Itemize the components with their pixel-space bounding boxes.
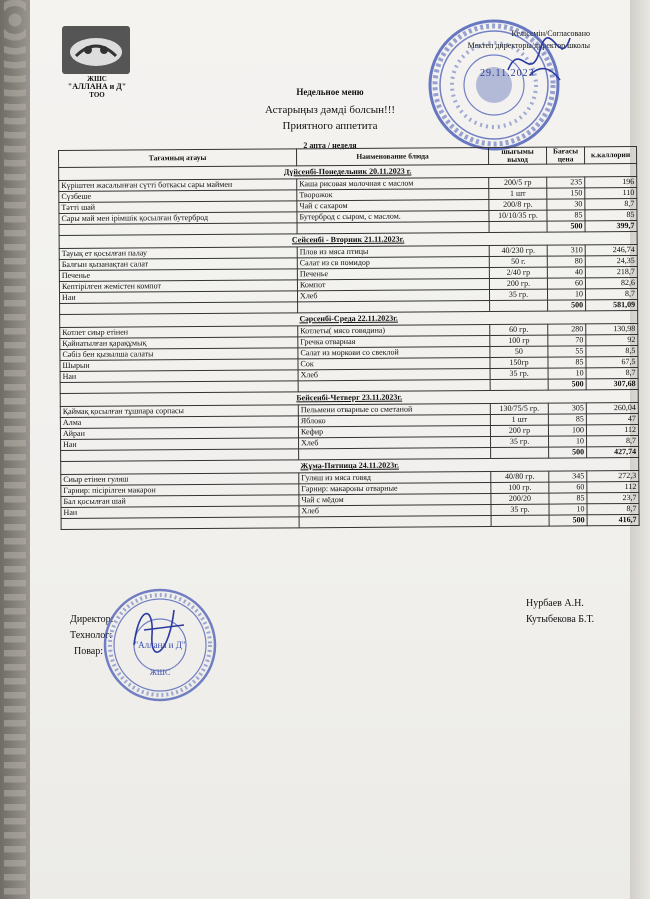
dish-output: 2/40 гр bbox=[489, 267, 547, 278]
dish-kcal: 8,7 bbox=[585, 288, 637, 299]
greeting-ru: Приятного аппетита bbox=[282, 120, 378, 132]
dish-price: 60 bbox=[549, 482, 587, 493]
dish-name-kz: Қайнатылған қарақұмық bbox=[60, 337, 298, 350]
dish-name-kz: Бал қосылған шай bbox=[61, 495, 299, 508]
dish-price: 100 bbox=[548, 425, 586, 436]
day-title: Сейсенбі - Вторник 21.11.2023г. bbox=[59, 231, 637, 248]
approval-line1: Келісемін/Согласовано bbox=[511, 29, 590, 38]
dish-kcal: 272,3 bbox=[587, 470, 639, 481]
dish-kcal: 92 bbox=[586, 334, 638, 345]
total-empty bbox=[489, 221, 547, 232]
dish-name-kz: Сүзбеше bbox=[59, 190, 297, 203]
dish-name-kz: Сәбіз бен қызылша салаты bbox=[60, 348, 298, 361]
col-name-ru: Наименование блюда bbox=[296, 147, 488, 165]
total-kcal: 581,09 bbox=[586, 299, 638, 310]
dish-price: 85 bbox=[548, 414, 586, 425]
dish-name-ru: Чай с сахаром bbox=[297, 199, 489, 211]
dish-name-ru: Салат из св помидор bbox=[297, 256, 489, 268]
dish-name-kz: Нан bbox=[61, 438, 299, 451]
total-price: 500 bbox=[549, 447, 587, 458]
total-kcal: 307,68 bbox=[586, 378, 638, 389]
dish-name-kz: Тәтті шай bbox=[59, 201, 297, 214]
dish-price: 40 bbox=[547, 267, 585, 278]
dish-kcal: 8,7 bbox=[586, 367, 638, 378]
dish-price: 70 bbox=[548, 335, 586, 346]
total-empty bbox=[490, 379, 548, 390]
dish-name-ru: Гречка отварная bbox=[298, 335, 490, 347]
dish-name-kz: Алма bbox=[60, 416, 298, 429]
dish-name-ru: Каша рисовая молочная с маслом bbox=[297, 177, 489, 189]
dish-name-kz: Сиыр етінен гуляш bbox=[61, 473, 299, 486]
dish-name-ru: Салат из моркови со свеклой bbox=[298, 346, 490, 358]
dish-output: 100 гр. bbox=[491, 482, 549, 493]
dish-output: 35 гр. bbox=[491, 504, 549, 515]
dish-price: 60 bbox=[547, 278, 585, 289]
dish-output: 200/20 bbox=[491, 493, 549, 504]
dish-kcal: 196 bbox=[585, 176, 637, 187]
dish-price: 10 bbox=[547, 289, 585, 300]
dish-name-ru: Хлеб bbox=[297, 289, 489, 301]
dish-kcal: 260,04 bbox=[586, 402, 638, 413]
dish-name-ru: Гуляш из мяса говяд bbox=[299, 471, 491, 483]
dish-price: 85 bbox=[548, 357, 586, 368]
dish-name-ru: Бутерброд с сыром, с маслом. bbox=[297, 210, 489, 222]
col-output: шығымы выход bbox=[488, 147, 546, 164]
dish-output: 150гр bbox=[490, 357, 548, 368]
dish-name-kz: Балғын қызанақтан салат bbox=[59, 258, 297, 271]
dish-name-ru: Чай с мёдом bbox=[299, 493, 491, 505]
dish-name-kz: Котлет сиыр етінен bbox=[60, 326, 298, 339]
dish-output: 35 гр. bbox=[489, 289, 547, 300]
dish-name-ru: Компот bbox=[297, 278, 489, 290]
lace-tablecloth bbox=[0, 0, 30, 899]
director-signature-icon bbox=[500, 30, 580, 90]
dish-kcal: 130,98 bbox=[586, 323, 638, 334]
dish-output: 100 гр bbox=[490, 335, 548, 346]
dish-kcal: 24,35 bbox=[585, 255, 637, 266]
col-price: Бағасы цена bbox=[546, 147, 584, 164]
dish-price: 150 bbox=[547, 188, 585, 199]
director-label: Директор: bbox=[70, 614, 114, 625]
dish-name-kz: Нан bbox=[59, 291, 297, 304]
dish-kcal: 8,7 bbox=[587, 503, 639, 514]
dish-kcal: 47 bbox=[586, 413, 638, 424]
day-title: Сәрсенбі-Среда 22.11.2023г. bbox=[60, 310, 638, 327]
dish-price: 10 bbox=[549, 436, 587, 447]
seal-center-text: "Аллана и Д" bbox=[134, 640, 186, 650]
dish-kcal: 23,7 bbox=[587, 492, 639, 503]
director-name: Нурбаев А.Н. bbox=[526, 598, 584, 609]
dish-name-kz: Қаймақ қосылған тұшпара сорпасы bbox=[60, 405, 298, 418]
total-empty bbox=[491, 515, 549, 526]
dish-price: 85 bbox=[549, 493, 587, 504]
dish-output: 130/75/5 гр. bbox=[490, 403, 548, 414]
dish-output: 40/230 гр. bbox=[489, 245, 547, 256]
dish-name-ru: Хлеб bbox=[299, 504, 491, 516]
day-title: Бейсенбі-Четверг 23.11.2023г. bbox=[60, 389, 638, 406]
dish-output: 50 bbox=[490, 346, 548, 357]
dish-name-ru: Творожок bbox=[297, 188, 489, 200]
dish-kcal: 8,5 bbox=[586, 345, 638, 356]
director-signature-bottom-icon bbox=[124, 595, 194, 665]
total-empty bbox=[299, 515, 491, 527]
dish-name-ru: Котлеты( мясо говядина) bbox=[298, 324, 490, 336]
dish-name-kz: Нан bbox=[60, 370, 298, 383]
dish-kcal: 8,7 bbox=[585, 198, 637, 209]
dish-output: 200 гр bbox=[490, 425, 548, 436]
dish-name-kz: Сары май мен ірімшік қосылған бутерброд bbox=[59, 212, 297, 225]
dish-output: 40/80 гр. bbox=[491, 471, 549, 482]
dish-output: 10/10/35 гр. bbox=[489, 210, 547, 221]
col-kcal: к.каллории bbox=[584, 146, 636, 163]
dish-output: 200/8 гр. bbox=[489, 199, 547, 210]
dish-name-kz: Кептірілген жемістен компот bbox=[59, 280, 297, 293]
dish-price: 10 bbox=[548, 368, 586, 379]
dish-output: 1 шт bbox=[489, 188, 547, 199]
day-title: Жұма-Пятница 24.11.2023г. bbox=[61, 457, 639, 474]
technologist-name: Кутыбекова Б.Т. bbox=[526, 614, 595, 625]
menu-table bbox=[58, 146, 640, 530]
total-empty bbox=[491, 447, 549, 458]
total-price: 500 bbox=[548, 300, 586, 311]
menu-document bbox=[30, 0, 637, 899]
dish-name-ru: Яблоко bbox=[298, 414, 490, 426]
dish-name-ru: Пельмени отварные со сметаной bbox=[298, 403, 490, 415]
dish-price: 55 bbox=[548, 346, 586, 357]
dish-name-kz: Шырын bbox=[60, 359, 298, 372]
dish-output: 60 гр. bbox=[490, 324, 548, 335]
dish-kcal: 112 bbox=[586, 424, 638, 435]
seal-date: 29.11.2023 bbox=[480, 68, 535, 79]
dish-name-kz: Печенье bbox=[59, 269, 297, 282]
dish-output: 35 гр. bbox=[490, 368, 548, 379]
dish-name-ru: Хлеб bbox=[299, 436, 491, 448]
total-kcal: 427,74 bbox=[587, 446, 639, 457]
dish-name-ru: Хлеб bbox=[298, 368, 490, 380]
dish-price: 280 bbox=[548, 324, 586, 335]
dish-output: 1 шт bbox=[490, 414, 548, 425]
dish-price: 305 bbox=[548, 403, 586, 414]
technologist-label: Технолог: bbox=[70, 630, 113, 641]
cook-label: Повар: bbox=[74, 646, 104, 657]
total-price: 500 bbox=[547, 221, 585, 232]
dish-price: 10 bbox=[549, 504, 587, 515]
seal-bottom-text: ЖШС bbox=[149, 668, 171, 677]
dish-kcal: 8,7 bbox=[587, 435, 639, 446]
dish-output: 200 гр. bbox=[489, 278, 547, 289]
company-logo-icon bbox=[58, 22, 134, 78]
signature-names bbox=[526, 596, 594, 628]
dish-kcal: 67,5 bbox=[586, 356, 638, 367]
page-title: Недельное меню bbox=[296, 87, 364, 97]
dish-kcal: 218,7 bbox=[585, 266, 637, 277]
col-name-kz: Тағамның атауы bbox=[59, 149, 297, 168]
dish-kcal: 110 bbox=[585, 187, 637, 198]
dish-name-ru: Печенье bbox=[297, 267, 489, 279]
dish-output: 35 гр. bbox=[491, 436, 549, 447]
dish-output: 200/5 гр bbox=[489, 177, 547, 188]
greeting-kz: Астарыңыз дәмді болсын!!! bbox=[264, 104, 396, 116]
dish-name-kz: Тауық ет қосылған палау bbox=[59, 247, 297, 260]
dish-kcal: 82,6 bbox=[585, 277, 637, 288]
dish-kcal: 246,74 bbox=[585, 244, 637, 255]
dish-output: 50 г. bbox=[489, 256, 547, 267]
dish-name-kz: Айран bbox=[60, 427, 298, 440]
dish-name-kz: Гарнир: пісірілген макарон bbox=[61, 484, 299, 497]
approval-line2: Мектеп директоры/директор школы bbox=[467, 41, 590, 50]
week-label: 2 апта / неделя bbox=[303, 141, 357, 150]
dish-name-ru: Кефир bbox=[298, 425, 490, 437]
dish-price: 30 bbox=[547, 199, 585, 210]
total-empty bbox=[61, 517, 299, 530]
day-title: Дүйсенбі-Понедельник 20.11.2023 г. bbox=[59, 163, 637, 180]
dish-price: 80 bbox=[547, 256, 585, 267]
dish-name-kz: Нан bbox=[61, 506, 299, 519]
dish-kcal: 112 bbox=[587, 481, 639, 492]
dish-price: 310 bbox=[547, 245, 585, 256]
dish-name-ru: Сок bbox=[298, 357, 490, 369]
total-kcal: 399,7 bbox=[585, 220, 637, 231]
dish-name-ru: Гарнир: макароны отварные bbox=[299, 482, 491, 494]
total-price: 500 bbox=[548, 379, 586, 390]
company-name: ЖШС "АЛЛАНА и Д" ТОО bbox=[67, 75, 127, 99]
dish-name-ru: Плов из мяса птицы bbox=[297, 245, 489, 257]
dish-name-kz: Күріштен жасалынған сүтті боткасы сары маймен bbox=[59, 179, 297, 192]
dish-kcal: 85 bbox=[585, 209, 637, 220]
dish-price: 235 bbox=[547, 177, 585, 188]
total-price: 500 bbox=[549, 515, 587, 526]
total-empty bbox=[490, 300, 548, 311]
total-kcal: 416,7 bbox=[587, 514, 639, 525]
dish-price: 85 bbox=[547, 210, 585, 221]
dish-price: 345 bbox=[549, 471, 587, 482]
